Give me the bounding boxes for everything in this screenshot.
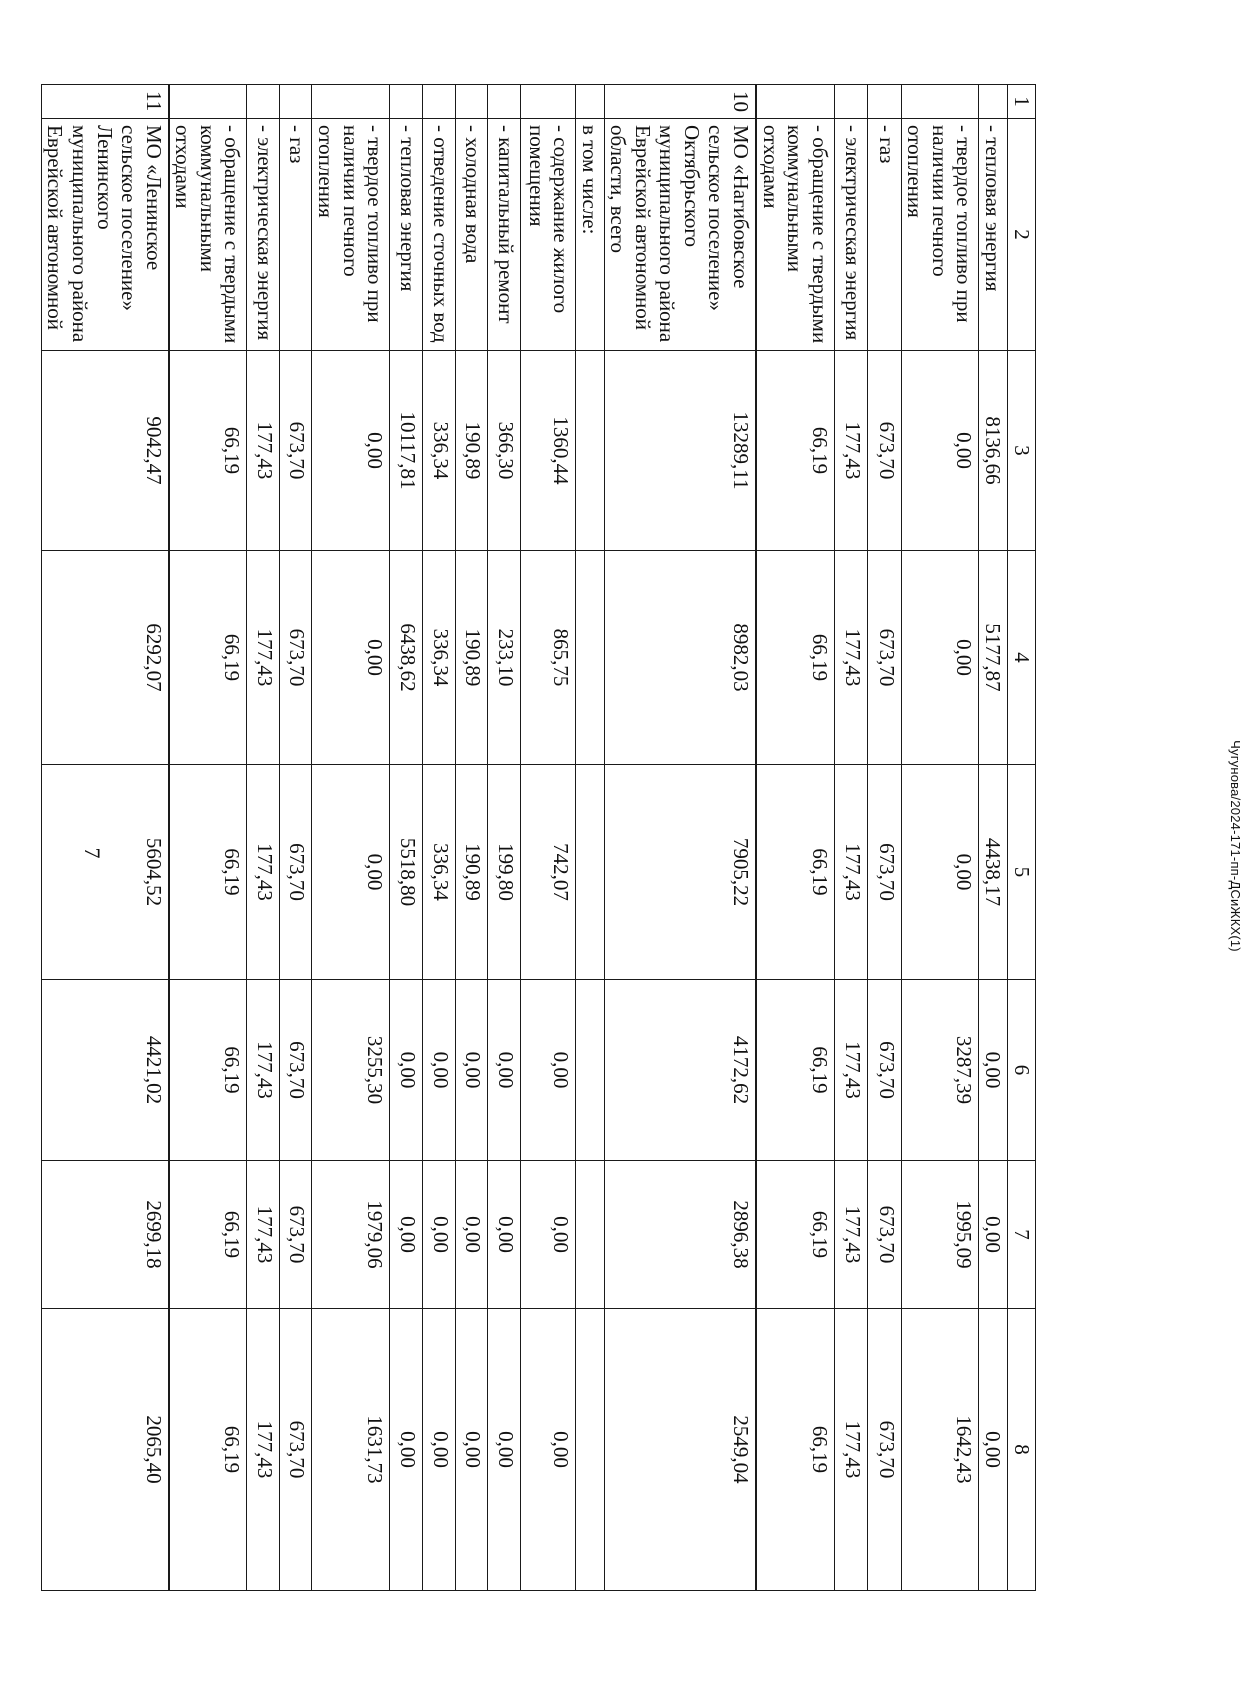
row-name-cell: - содержание жилого помещения bbox=[521, 119, 576, 351]
row-number-cell bbox=[247, 85, 280, 119]
value-cell: 66,19 bbox=[756, 351, 834, 551]
value-cell: 66,19 bbox=[756, 765, 834, 980]
value-cell: 673,70 bbox=[867, 1309, 901, 1591]
value-cell: 0,00 bbox=[423, 1161, 456, 1309]
table-row bbox=[247, 85, 280, 1591]
value-cell: 673,70 bbox=[280, 1309, 312, 1591]
header-cell: 7 bbox=[1008, 1161, 1036, 1309]
row-number-cell bbox=[576, 85, 605, 119]
value-cell: 177,43 bbox=[834, 1161, 867, 1309]
row-name-cell: - газ bbox=[280, 119, 312, 351]
value-cell: 6292,07 bbox=[41, 551, 168, 765]
table-row bbox=[423, 85, 456, 1591]
value-cell: 673,70 bbox=[867, 551, 901, 765]
value-cell bbox=[576, 551, 605, 765]
value-cell: 0,00 bbox=[390, 980, 423, 1161]
value-cell: 2699,18 bbox=[41, 1161, 168, 1309]
value-cell bbox=[576, 1161, 605, 1309]
row-number-cell bbox=[834, 85, 867, 119]
value-cell: 673,70 bbox=[867, 980, 901, 1161]
value-cell: 1979,06 bbox=[312, 1161, 390, 1309]
table-row bbox=[576, 85, 605, 1591]
row-number-cell bbox=[979, 85, 1008, 119]
row-name-cell: - электрическая энергия bbox=[247, 119, 280, 351]
value-cell: 177,43 bbox=[247, 551, 280, 765]
table-row bbox=[456, 85, 488, 1591]
value-cell: 4172,62 bbox=[604, 980, 756, 1161]
row-name-cell: - тепловая энергия bbox=[390, 119, 423, 351]
row-name-cell: - тепловая энергия bbox=[979, 119, 1008, 351]
value-cell: 66,19 bbox=[756, 1161, 834, 1309]
row-name-cell: - твердое топливо при наличии печного отопления bbox=[312, 119, 390, 351]
value-cell: 673,70 bbox=[280, 1161, 312, 1309]
value-cell: 0,00 bbox=[901, 351, 979, 551]
value-cell: 5604,52 bbox=[41, 765, 168, 980]
value-cell: 66,19 bbox=[169, 351, 247, 551]
value-cell: 0,00 bbox=[979, 1161, 1008, 1309]
value-cell: 0,00 bbox=[456, 1309, 488, 1591]
value-cell: 0,00 bbox=[456, 1161, 488, 1309]
value-cell: 0,00 bbox=[423, 1309, 456, 1591]
value-cell: 366,30 bbox=[488, 351, 521, 551]
table-row bbox=[979, 85, 1008, 1591]
value-cell: 6438,62 bbox=[390, 551, 423, 765]
row-number-cell: 11 bbox=[41, 85, 168, 119]
table-row bbox=[41, 85, 168, 1591]
row-number-cell bbox=[521, 85, 576, 119]
value-cell: 177,43 bbox=[834, 1309, 867, 1591]
value-cell: 2549,04 bbox=[604, 1309, 756, 1591]
value-cell: 66,19 bbox=[169, 1161, 247, 1309]
value-cell: 7905,22 bbox=[604, 765, 756, 980]
value-cell: 190,89 bbox=[456, 765, 488, 980]
header-cell: 6 bbox=[1008, 980, 1036, 1161]
value-cell: 177,43 bbox=[247, 1161, 280, 1309]
row-name-cell: - обращение с твердыми коммунальными отходами bbox=[756, 119, 834, 351]
value-cell: 66,19 bbox=[756, 980, 834, 1161]
value-cell: 1631,73 bbox=[312, 1309, 390, 1591]
value-cell: 0,00 bbox=[521, 980, 576, 1161]
row-number-cell bbox=[423, 85, 456, 119]
value-cell: 3255,30 bbox=[312, 980, 390, 1161]
tariff-table bbox=[41, 84, 1036, 1591]
value-cell: 177,43 bbox=[247, 1309, 280, 1591]
value-cell: 0,00 bbox=[390, 1161, 423, 1309]
table-row bbox=[901, 85, 979, 1591]
value-cell: 0,00 bbox=[423, 980, 456, 1161]
row-number-cell bbox=[312, 85, 390, 119]
value-cell bbox=[576, 765, 605, 980]
value-cell: 673,70 bbox=[867, 351, 901, 551]
table-row bbox=[867, 85, 901, 1591]
value-cell: 66,19 bbox=[169, 1309, 247, 1591]
value-cell: 66,19 bbox=[169, 980, 247, 1161]
row-name-cell: - обращение с твердыми коммунальными отходами bbox=[169, 119, 247, 351]
value-cell: 0,00 bbox=[521, 1161, 576, 1309]
value-cell: 0,00 bbox=[901, 551, 979, 765]
header-row bbox=[1008, 85, 1036, 1591]
value-cell: 336,34 bbox=[423, 765, 456, 980]
value-cell: 673,70 bbox=[867, 1161, 901, 1309]
table-row bbox=[834, 85, 867, 1591]
value-cell: 2896,38 bbox=[604, 1161, 756, 1309]
value-cell: 233,10 bbox=[488, 551, 521, 765]
table-row bbox=[312, 85, 390, 1591]
row-name-cell: МО «Ленинское сельское поселение» Ленинского муниципального района Еврейской автономной bbox=[41, 119, 168, 351]
value-cell: 66,19 bbox=[169, 765, 247, 980]
row-number-cell bbox=[756, 85, 834, 119]
value-cell: 673,70 bbox=[867, 765, 901, 980]
value-cell: 13289,11 bbox=[604, 351, 756, 551]
value-cell: 177,43 bbox=[247, 351, 280, 551]
value-cell: 0,00 bbox=[488, 980, 521, 1161]
value-cell: 3287,39 bbox=[901, 980, 979, 1161]
table-row bbox=[488, 85, 521, 1591]
table-body bbox=[41, 85, 1035, 1591]
value-cell: 0,00 bbox=[521, 1309, 576, 1591]
value-cell: 336,34 bbox=[423, 351, 456, 551]
value-cell: 673,70 bbox=[280, 765, 312, 980]
value-cell: 4438,17 bbox=[979, 765, 1008, 980]
value-cell: 5518,80 bbox=[390, 765, 423, 980]
value-cell: 177,43 bbox=[834, 351, 867, 551]
value-cell: 177,43 bbox=[834, 980, 867, 1161]
table-row bbox=[756, 85, 834, 1591]
value-cell: 177,43 bbox=[247, 980, 280, 1161]
row-name-cell: в том числе: bbox=[576, 119, 605, 351]
page-number: 7 bbox=[80, 847, 105, 859]
value-cell bbox=[576, 1309, 605, 1591]
value-cell: 10117,81 bbox=[390, 351, 423, 551]
value-cell: 177,43 bbox=[834, 551, 867, 765]
row-number-cell bbox=[901, 85, 979, 119]
header-cell: 1 bbox=[1008, 85, 1036, 119]
row-number-cell bbox=[169, 85, 247, 119]
value-cell: 66,19 bbox=[756, 551, 834, 765]
row-number-cell bbox=[456, 85, 488, 119]
row-number-cell bbox=[280, 85, 312, 119]
row-number-cell bbox=[488, 85, 521, 119]
value-cell: 177,43 bbox=[834, 765, 867, 980]
value-cell: 0,00 bbox=[488, 1161, 521, 1309]
row-name-cell: - твердое топливо при наличии печного отопления bbox=[901, 119, 979, 351]
value-cell: 1995,09 bbox=[901, 1161, 979, 1309]
value-cell: 0,00 bbox=[901, 765, 979, 980]
row-number-cell bbox=[867, 85, 901, 119]
value-cell: 4421,02 bbox=[41, 980, 168, 1161]
value-cell: 2065,40 bbox=[41, 1309, 168, 1591]
row-name-cell: - газ bbox=[867, 119, 901, 351]
header-cell: 4 bbox=[1008, 551, 1036, 765]
table-row bbox=[390, 85, 423, 1591]
header-cell: 3 bbox=[1008, 351, 1036, 551]
value-cell: 673,70 bbox=[280, 351, 312, 551]
row-number-cell: 10 bbox=[604, 85, 756, 119]
value-cell: 0,00 bbox=[456, 980, 488, 1161]
header-cell: 2 bbox=[1008, 119, 1036, 351]
value-cell: 66,19 bbox=[756, 1309, 834, 1591]
value-cell: 177,43 bbox=[247, 765, 280, 980]
table-row bbox=[169, 85, 247, 1591]
value-cell: 0,00 bbox=[312, 551, 390, 765]
value-cell: 0,00 bbox=[979, 980, 1008, 1161]
row-name-cell: - электрическая энергия bbox=[834, 119, 867, 351]
value-cell: 1360,44 bbox=[521, 351, 576, 551]
document-reference: Чугунова/2024-171-пп-ДСиЖКХ(1) bbox=[1228, 740, 1243, 952]
value-cell bbox=[576, 351, 605, 551]
value-cell: 1642,43 bbox=[901, 1309, 979, 1591]
value-cell: 5177,87 bbox=[979, 551, 1008, 765]
value-cell: 0,00 bbox=[390, 1309, 423, 1591]
value-cell: 9042,47 bbox=[41, 351, 168, 551]
value-cell: 673,70 bbox=[280, 551, 312, 765]
table-row bbox=[604, 85, 756, 1591]
value-cell: 0,00 bbox=[979, 1309, 1008, 1591]
value-cell: 0,00 bbox=[312, 765, 390, 980]
value-cell: 865,75 bbox=[521, 551, 576, 765]
value-cell: 190,89 bbox=[456, 551, 488, 765]
value-cell: 199,80 bbox=[488, 765, 521, 980]
row-number-cell bbox=[390, 85, 423, 119]
table-row bbox=[280, 85, 312, 1591]
value-cell: 742,07 bbox=[521, 765, 576, 980]
row-name-cell: - холодная вода bbox=[456, 119, 488, 351]
value-cell bbox=[576, 980, 605, 1161]
value-cell: 673,70 bbox=[280, 980, 312, 1161]
header-cell: 8 bbox=[1008, 1309, 1036, 1591]
row-name-cell: - отведение сточных вод bbox=[423, 119, 456, 351]
table-area bbox=[43, 84, 1036, 1590]
value-cell: 8982,03 bbox=[604, 551, 756, 765]
row-name-cell: МО «Нагибовское сельское поселение» Октябрьского муниципального района Еврейской автономной области, всего bbox=[604, 119, 756, 351]
rotated-table-container bbox=[43, 84, 1036, 1590]
table-row bbox=[521, 85, 576, 1591]
value-cell: 8136,66 bbox=[979, 351, 1008, 551]
value-cell: 190,89 bbox=[456, 351, 488, 551]
value-cell: 0,00 bbox=[488, 1309, 521, 1591]
value-cell: 66,19 bbox=[169, 551, 247, 765]
header-cell: 5 bbox=[1008, 765, 1036, 980]
value-cell: 0,00 bbox=[312, 351, 390, 551]
row-name-cell: - капитальный ремонт bbox=[488, 119, 521, 351]
value-cell: 336,34 bbox=[423, 551, 456, 765]
